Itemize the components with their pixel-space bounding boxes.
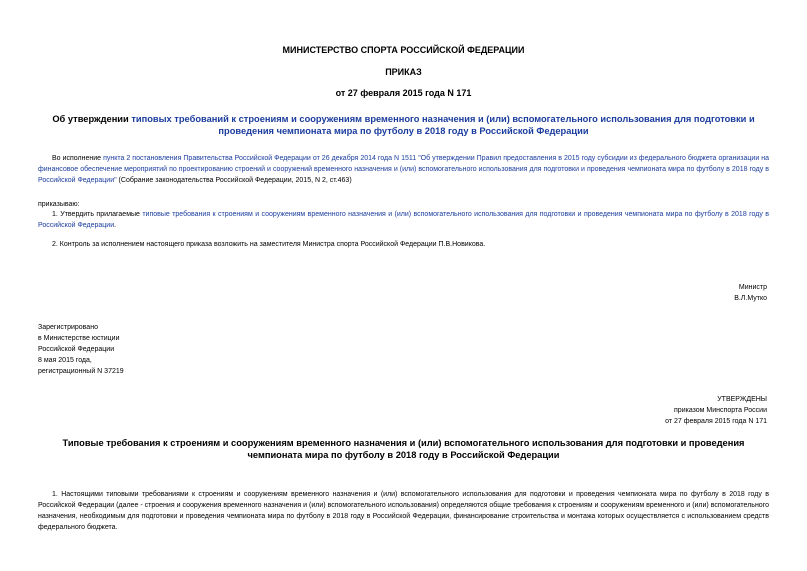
- item-2: 2. Контроль за исполнением настоящего приказа возложить на заместителя Министра спорта Российской Федерации П.В.Новикова.: [52, 241, 486, 248]
- item-1-end: .: [114, 222, 117, 229]
- approved-line-1: УТВЕРЖДЕНЫ: [717, 396, 767, 403]
- registration-line-4: 8 мая 2015 года,: [38, 357, 92, 364]
- item-1: [38, 209, 769, 231]
- signature-position: Министр: [738, 284, 767, 291]
- approved-line-3: от 27 февраля 2015 года N 171: [665, 418, 767, 425]
- item-1-link[interactable]: типовые требования к строениям и сооружениям временного назначения и (или) вспомогательного использования для подготовки и проведения чемпионата мира по футболу в 2018 году в Российской Федерации: [38, 211, 769, 229]
- preamble-end: (Собрание законодательства Российской Федерации, 2015, N 2, ст.463): [116, 177, 352, 184]
- clause-1: 1. Настоящими типовыми требованиями к строениям и сооружениям временного назначения и (или) вспомогательного использования для подготовки и проведения чемпионата мира по футболу в 2018 году в Российской Федерации (далее - строения и сооружения временного назначения и (или) вспомогательного использования) определяются общие требования к строениям и сооружениям временного и (или) вспомогательного назначения, необходимым для подготовки и проведения чемпионата мира по футболу в 2018 году в Российской Федерации, финансирование строительства и монтажа которых осуществляется с использованием средств федерального бюджета.: [38, 491, 769, 531]
- preamble-start: Во исполнение: [52, 155, 104, 162]
- requirements-title: Типовые требования к строениям и сооружениям временного назначения и (или) вспомогательного использования для подготовки и проведения чемпионата мира по футболу в 2018 году в Российской Федерации: [62, 438, 745, 460]
- preamble-link[interactable]: пункта 2 постановления Правительства Российской Федерации от 26 декабря 2014 года N 1511 "Об утверждении Правил предоставления в 2015 году субсидии из федерального бюджета организации на финансовое обеспечение мероприятий по проектированию строений и сооружений временного назначения и (или) вспомогательного использования для подготовки и проведения чемпионата мира по футболу в 2018 году в Российской Федерации": [38, 155, 770, 184]
- signature-name: В.Л.Мутко: [734, 295, 767, 302]
- registration-line-2: в Министерстве юстиции: [38, 335, 120, 342]
- registration-line-3: Российской Федерации: [38, 346, 115, 353]
- registration-line-1: Зарегистрировано: [38, 324, 98, 331]
- signature-block: [734, 282, 767, 304]
- ministry-heading: МИНИСТЕРСТВО СПОРТА РОССИЙСКОЙ ФЕДЕРАЦИИ: [282, 45, 525, 55]
- preamble-paragraph: [38, 153, 769, 186]
- registration-line-5: регистрационный N 37219: [38, 368, 124, 375]
- prikazyvayu-text: приказываю:: [38, 201, 80, 208]
- order-title: [38, 113, 769, 137]
- approved-line-2: приказом Минспорта России: [674, 407, 767, 414]
- item-1-start: 1. Утвердить прилагаемые: [52, 211, 143, 218]
- order-title-prefix: Об утверждении: [52, 114, 132, 124]
- doc-type-heading: ПРИКАЗ: [385, 67, 422, 77]
- registration-block: [38, 322, 124, 377]
- approved-block: [665, 394, 767, 427]
- doc-date-number: от 27 февраля 2015 года N 171: [335, 88, 472, 98]
- order-title-link[interactable]: типовых требований к строениям и сооружениям временного назначения и (или) вспомогательного использования для подготовки и проведения чемпионата мира по футболу в 2018 году в Российской Федерации: [131, 114, 755, 136]
